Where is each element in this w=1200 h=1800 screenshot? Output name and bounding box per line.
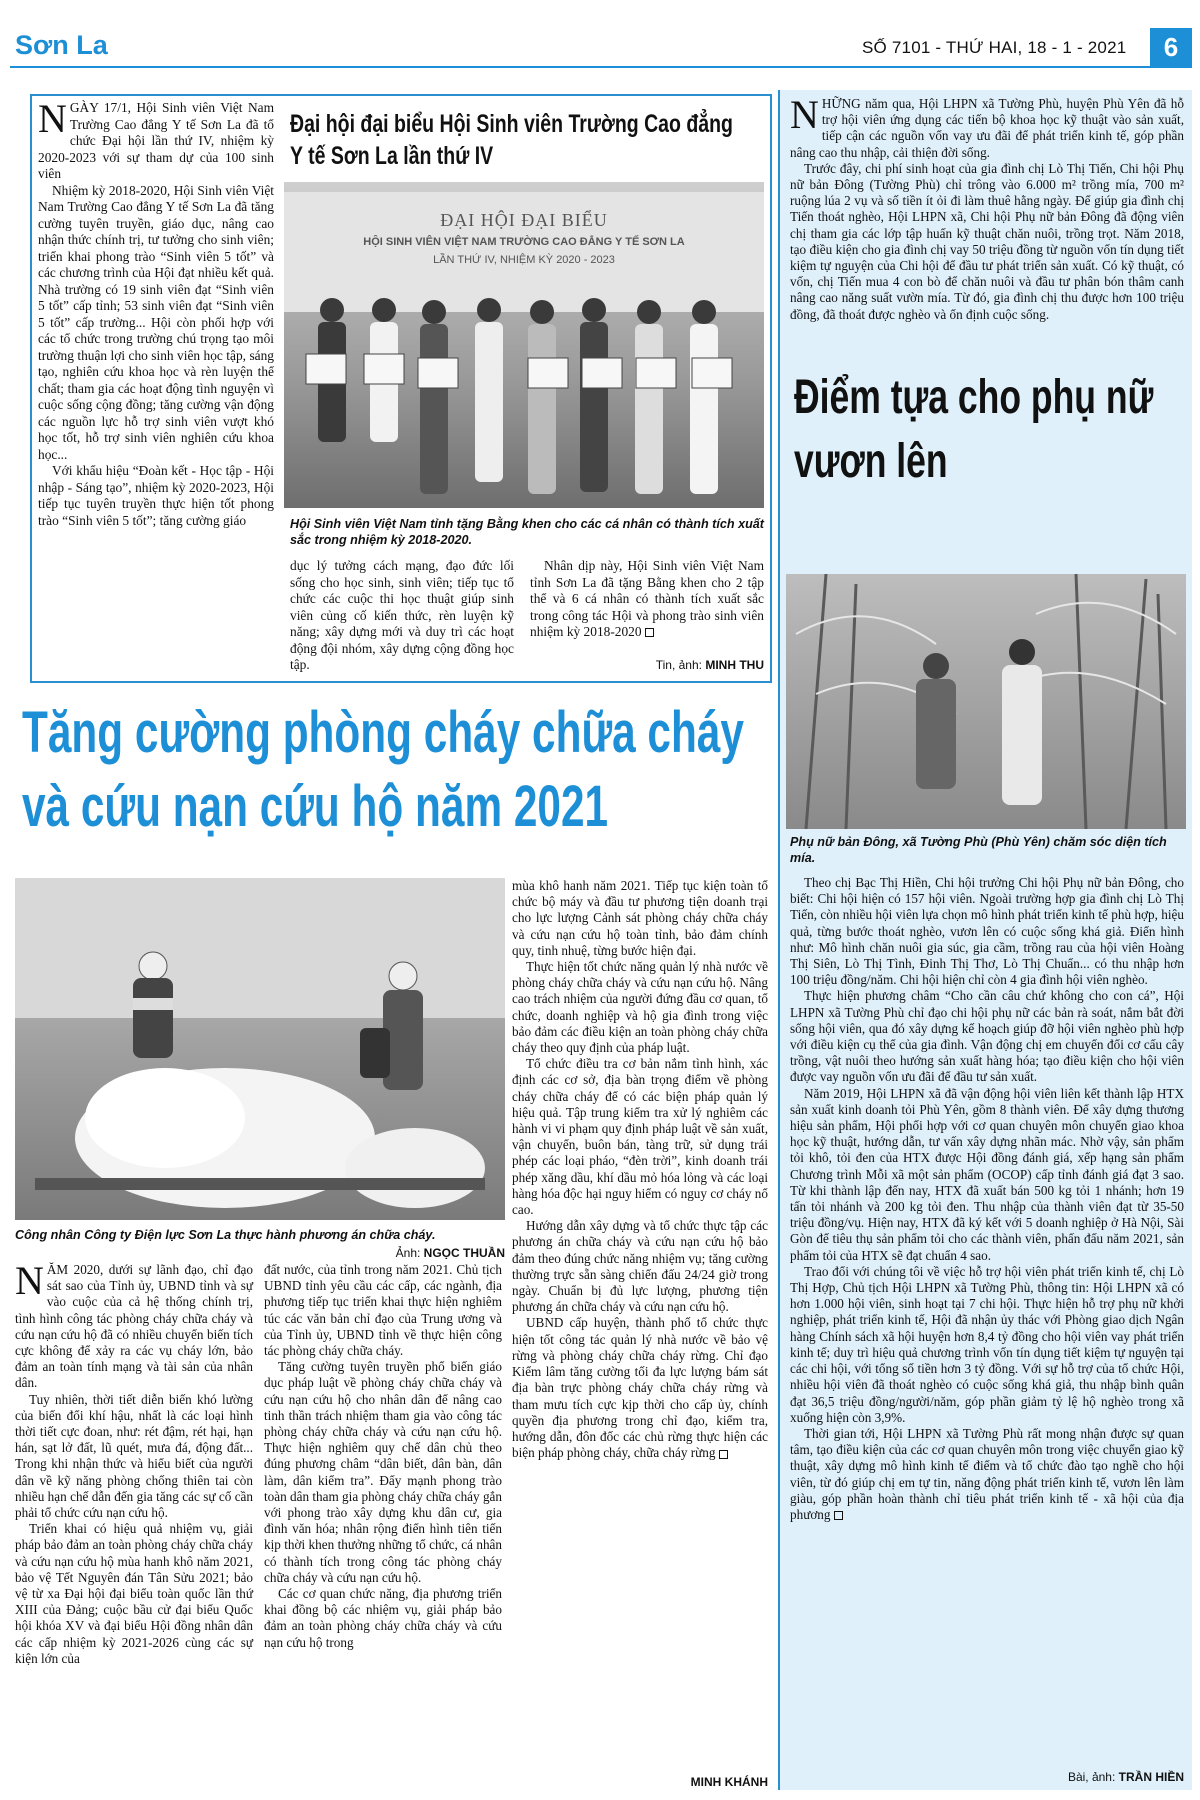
paragraph: Tuy nhiên, thời tiết diễn biến khó lường của biến đổi khí hậu, nhất là các loại hình thời tiết cực đoan, như: rét đậm, rét hại, hạn hán, sạt lở đất, lũ quét, mưa đá, động đất... Trong khi nhận thức và hiểu biết của người dân về kỹ năng phòng chống thiên tai còn nhiều hạn chế dẫn đến gia tăng các sự cố cần phải tổ chức cứu nạn cứu hộ. xyxy=(15,1391,253,1521)
paragraph xyxy=(512,1315,768,1461)
credit-name: TRẦN HIỀN xyxy=(1118,1770,1184,1784)
paragraph: đất nước, của tỉnh trong năm 2021. Chủ tịch UBND tỉnh yêu cầu các cấp, các ngành, địa phương tiếp tục triển khai thực hiện nghiêm túc các văn bản chỉ đạo của Trung ương và của Tỉnh ủy, UBND tỉnh về thực hiện công tác phòng cháy chữa cháy. xyxy=(264,1262,502,1359)
dropcap: N xyxy=(38,96,67,141)
headline-line-2: Y tế Sơn La lần thứ IV xyxy=(290,142,494,170)
credit-prefix: Tin, ảnh: xyxy=(655,658,702,672)
paragraph: Với khẩu hiệu “Đoàn kết - Học tập - Hội nhập - Sáng tạo”, nhiệm kỳ 2020-2023, Hội tiếp tục tuyên truyền thực hiện tốt phong trào “Sinh viên 5 tốt”; tăng cường giáo xyxy=(38,463,274,528)
banner-term: LẦN THỨ IV, NHIỆM KỲ 2020 - 2023 xyxy=(433,254,615,266)
article2-credit xyxy=(512,1775,768,1789)
sugarcane-photo xyxy=(786,574,1186,829)
photo-caption: Phụ nữ bản Đông, xã Tường Phù (Phù Yên) chăm sóc diện tích mía. xyxy=(790,835,1167,865)
paragraph: Tổ chức điều tra cơ bản nắm tình hình, xác định các cơ sở, địa bàn trọng điểm về phòng cháy chữa cháy để có các biện pháp quản lý hiệu quả. Tập trung kiểm tra xử lý nghiêm các hành vi vi phạm quy định pháp luật về sản xuất, vận chuyển, buôn bán, tàng trữ, sử dụng trái phép các loại pháo, “đèn trời”, kinh doanh trái phép xăng dầu, khí dầu mỏ hóa lỏng và các loại hàng hóa độc hại nguy hiểm có nguy cơ cháy nổ cao. xyxy=(512,1056,768,1218)
firefighting-photo xyxy=(15,878,505,1220)
page-number: 6 xyxy=(1150,28,1192,66)
article2-right-column xyxy=(512,878,768,1461)
headline-line-2: vươn lên xyxy=(794,435,948,488)
credit-prefix: Bài, ảnh: xyxy=(1067,1770,1116,1784)
article1-column-2 xyxy=(290,558,514,674)
section-name: Sơn La xyxy=(15,30,108,60)
paragraph: Thực hiện tốt chức năng quản lý nhà nước về phòng cháy chữa cháy và cứu nạn cứu hộ. Nâng cao trách nhiệm của người đứng đầu cơ quan, tổ chức, doanh nghiệp và hộ gia đình trong việc bảo đảm các điều kiện an toàn phòng cháy chữa cháy theo quy định của pháp luật. xyxy=(512,959,768,1056)
article3-intro xyxy=(790,92,1184,323)
article1-headline xyxy=(290,108,768,172)
paragraph: Trước đây, chi phí sinh hoạt của gia đình chị Lò Thị Tiến, Chi hội Phụ nữ bản Đông (Tường Phù) chỉ trông vào 6.000 m² trồng mía, 700 m² ruộng lúa 2 vụ và số tiền ít ỏi đi làm thuê hằng ngày. Để giúp gia đình chị Tiến thoát nghèo, Hội LHPN xã, Chi hội Phụ nữ bản Đông đã động viên chị tham gia các lớp tập huấn kỹ thuật chăn nuôi, trồng trọt. Năm 2018, tạo điều kiện cho gia đình chị vay 50 triệu đồng từ nguồn vốn tín dụng tiết kiệm tự nguyện của Chi hội để đầu tư phát triển sản xuất. Có kỹ thuật, có vốn, chị Tiến mua 4 con bò để chăn nuôi và đầu tư phân bón thâm canh nâng cao năng suất vườn mía. Từ đó, gia đình chị thu được hơn 100 triệu đồng, đã thoát được nghèo và ổn định cuộc sống. xyxy=(790,160,1184,322)
end-mark-icon xyxy=(719,1450,728,1459)
paragraph-text: Nhân dịp này, Hội Sinh viên Việt Nam tỉnh Sơn La đã tặng Bằng khen cho 2 tập thể và 6 cá nhân có thành tích xuất sắc trong công tác Hội và phong trào sinh viên nhiệm kỳ 2018-2020 xyxy=(530,558,764,639)
photo-caption: Công nhân Công ty Điện lực Sơn La thực hành phương án chữa cháy. xyxy=(15,1228,436,1242)
paragraph xyxy=(530,558,764,641)
headline-line-1: Đại hội đại biểu Hội Sinh viên Trường Cao đẳng xyxy=(290,110,733,138)
article3-credit xyxy=(790,1770,1184,1784)
header-rule xyxy=(10,66,1192,68)
article1-column-3 xyxy=(530,558,764,641)
banner-subtitle: HỘI SINH VIÊN VIỆT NAM TRƯỜNG CAO ĐẲNG Y TẾ SƠN LA xyxy=(363,236,685,248)
article3-headline xyxy=(794,366,1188,494)
dropcap: N xyxy=(15,1258,44,1303)
paragraph: Hướng dẫn xây dựng và tổ chức thực tập các phương án chữa cháy và cứu nạn cứu hộ bảo đảm theo đúng chức năng nhiệm vụ; tăng cường thường trực sẵn sàng chiến đấu 24/24 giờ trong ngày. Chuẩn bị đủ lực lượng, phương tiện phương án chữa cháy và cứu nạn cứu hộ. xyxy=(512,1218,768,1315)
end-mark-icon xyxy=(834,1511,843,1520)
headline-line-1: Điểm tựa cho phụ nữ xyxy=(794,371,1154,424)
paragraph-text: UBND cấp huyện, thành phố tổ chức thực hiện tốt công tác quản lý nhà nước về bảo vệ rừng và phòng cháy chữa cháy rừng. Chỉ đạo Kiểm lâm tăng cường tối đa lực lượng bám sát địa bàn trực phòng cháy chữa cháy rừng và tham mưu tích cực kịp thời cho cấp ủy, chính quyền địa phương trong chỉ đạo, kiểm tra, hướng dẫn, đôn đốc các chủ rừng thực hiện các biện pháp phòng cháy, chữa cháy rừng xyxy=(512,1315,768,1461)
article1-credit xyxy=(530,658,764,672)
paragraph-text: Thời gian tới, Hội LHPN xã Tường Phù rất mong nhận được sự quan tâm, tạo điều kiện của các cơ quan chuyên môn trong việc chuyển giao kỹ thuật, xây dựng mô hình kinh tế điểm và tổ chức đào tạo nghề cho hội viên, từ đó giúp chị em tự tin, năng động phát triển kinh tế, vươn lên làm giàu, góp phần hoàn thành chỉ tiêu phát triển kinh tế - xã hội của địa phương xyxy=(790,1425,1184,1522)
article-hoi-sinh-vien xyxy=(30,94,772,683)
paragraph xyxy=(790,1426,1184,1523)
article2-column-1 xyxy=(15,1258,253,1667)
credit-name: MINH KHÁNH xyxy=(690,1775,768,1789)
award-ceremony-photo xyxy=(284,182,764,508)
photo-credit xyxy=(15,1246,505,1260)
banner-title: ĐẠI HỘI ĐẠI BIỂU xyxy=(440,210,608,230)
paragraph: dục lý tưởng cách mạng, đạo đức lối sống cho học sinh, sinh viên; tiếp tục tổ chức các cuộc thi học thuật giúp sinh viên củng cố kiến thức, rèn luyện kỹ năng; xây dựng mới và duy trì các hoạt động đội nhóm, xây dựng cộng đồng học tập. xyxy=(290,558,514,672)
paragraph: Theo chị Bạc Thị Hiền, Chi hội trưởng Chi hội Phụ nữ bản Đông, cho biết: Chi hội hiện có 157 hội viên. Ngoài trường hợp gia đình chị Lò Thị Tiến, còn nhiều hội viên lựa chọn mô hình phát triển kinh tế phù hợp, hiệu quả, từng bước thoát nghèo, vươn lên có cuộc sống khá giả. Điển hình như: Mô hình chăn nuôi gia súc, gia cầm, trồng rau của hội viên Hoàng Thị Siên, Lò Thị Tình, Đinh Thị Thơ, Lò Thị Chuẩn... có thu nhập hơn 100 triệu đồng/năm. Chi hội hiện chỉ còn 4 gia đình hội viên nghèo. xyxy=(790,875,1184,988)
sugarcane-illustration xyxy=(786,574,1186,829)
firefighting-illustration xyxy=(15,878,505,1220)
paragraph: Thực hiện phương châm “Cho cần câu chứ không cho con cá”, Hội LHPN xã Tường Phù chỉ đạo chi hội phụ nữ các bản rà soát, nắm bắt đời sống hội viên, qua đó xây dựng kế hoạch giúp đỡ hội viên nghèo phù hợp với điều kiện cụ thể của gia đình. Vận động chị em chuyển đổi cơ cấu cây trồng, vật nuôi theo hướng sản xuất hàng hóa; tạo điều kiện cho hội viên được vay nguồn vốn ưu đãi để đầu tư sản xuất. xyxy=(790,988,1184,1085)
article-diem-tua-phu-nu xyxy=(778,90,1192,1790)
article2-headline xyxy=(22,696,772,856)
headline-line-1: Tăng cường phòng cháy chữa cháy xyxy=(22,700,744,765)
credit-name: MINH THU xyxy=(705,658,764,672)
paragraph: Năm 2019, Hội LHPN xã đã vận động hội viên liên kết thành lập HTX sản xuất kinh doanh tỏi Phù Yên, gồm 8 thành viên. Để xây dựng thương hiệu sản phẩm, Hội phối hợp với cơ quan chuyên môn chuyển giao khoa học kỹ thuật, hướng dẫn, tư vấn xây dựng nhãn mác. Nhờ vậy, sản phẩm tỏi khô, tỏi đen của HTX được Hội đồng đánh giá, xếp hạng sản phẩm Chương trình Mỗi xã một sản phẩm (OCOP) cấp tỉnh đánh giá đạt 3 sao. Từ khi thành lập đến nay, HTX đã xuất bán 500 kg tỏi 1 nhánh; hơn 19 tấn tỏi nhánh và 200 kg tỏi đen. Thu nhập của thành viên đạt từ 35-50 triệu đồng/vụ. Hiện nay, HTX đã ký kết với 5 doanh nghiệp ở Hà Nội, Sài Gòn để tiêu thụ sản phẩm tỏi cho các thành viên, phấn đấu năm 2021, sản phẩm tỏi của HTX sẽ đạt chuẩn 4 sao. xyxy=(790,1085,1184,1263)
article2-column-2 xyxy=(264,1262,502,1651)
photo-caption: Hội Sinh viên Việt Nam tỉnh tặng Bằng khen cho các cá nhân có thành tích xuất sắc trong nhiệm kỳ 2018-2020. xyxy=(290,517,764,547)
paragraph: mùa khô hanh năm 2021. Tiếp tục kiện toàn tổ chức bộ máy và đầu tư phương tiện doanh trại cho lực lượng Cảnh sát phòng cháy chữa cháy và cứu nạn cứu hộ toàn tỉnh, bảo đảm chính quy, tinh nhuệ, từng bước hiện đại. xyxy=(512,878,768,958)
paragraph: Triển khai có hiệu quả nhiệm vụ, giải pháp bảo đảm an toàn phòng cháy chữa cháy và cứu nạn cứu hộ mùa hanh khô năm 2021, bảo vệ Tết Nguyên đán Tân Sửu 2021; bảo vệ từ xa Đại hội đại biểu toàn quốc lần thứ XIII của Đảng; cuộc bầu cử đại biểu Quốc hội khóa XV và đại biểu Hội đồng nhân dân các cấp nhiệm kỳ 2021-2026 cùng các sự kiện lớn của xyxy=(15,1521,253,1666)
paragraph: Tăng cường tuyên truyền phổ biến giáo dục pháp luật về phòng cháy chữa cháy và cứu nạn cứu hộ cho nhân dân để nâng cao tinh thần trách nhiệm tham gia vào công tác phòng cháy chữa cháy và cứu nạn cứu hộ. Thực hiện nghiêm quy chế dân chủ theo đúng phương châm “dân biết, dân bàn, dân làm, dân kiểm tra”. Đẩy mạnh phong trào toàn dân tham gia phòng cháy chữa cháy gắn với phong trào xây dựng khu dân cư, gia đình văn hóa; nhân rộng điển hình tiên tiến kịp thời khen thưởng những tổ chức, cá nhân có thành tích trong công tác phòng cháy chữa cháy và cứu nạn cứu hộ. xyxy=(264,1359,502,1585)
credit-prefix: Ảnh: xyxy=(395,1246,421,1260)
end-mark-icon xyxy=(645,628,654,637)
people-illustration xyxy=(284,182,764,508)
page-header xyxy=(0,0,1200,68)
credit-name: NGỌC THUẦN xyxy=(423,1246,505,1260)
article3-body xyxy=(790,875,1184,1523)
headline-line-2: và cứu nạn cứu hộ năm 2021 xyxy=(22,774,609,839)
paragraph: Trao đổi với chúng tôi về việc hỗ trợ hội viên phát triển kinh tế, chị Lò Thị Hợp, Chủ tịch Hội LHPN xã Tường Phù, thông tin: Hội LHPN xã có hơn 1.000 hội viên, sinh hoạt tại 7 chi hội. Thực hiện hỗ trợ phụ nữ khởi nghiệp, phát triển kinh tế, Hội đã nhận ủy thác với Phòng giao dịch Ngân hàng Chính sách xã hội huyện hơn 8,4 tỷ đồng cho hội viên vay phát triển kinh tế; duy trì hiệu quả chương trình vốn tín dụng tiết kiệm tự nguyện tại các chi hội, với tổng số tiền hơn 3 tỷ đồng. Với sự hỗ trợ của tổ chức Hội, nhiều hội viên đã thoát nghèo có cuộc sống khá giả, thu nhập bình quân đạt 36,5 triệu đồng/người/năm, góp phần giảm tỷ lệ hộ nghèo trong xã xuống hiện còn 3,9%. xyxy=(790,1263,1184,1425)
dropcap: N xyxy=(790,92,819,137)
lead-text: GÀY 17/1, Hội Sinh viên Việt Nam Trường Cao đẳng Y tế Sơn La đã tổ chức Đại hội lần thứ IV, nhiệm kỳ 2020-2023 với sự tham dự của 100 sinh viên xyxy=(38,100,274,181)
issue-info: SỐ 7101 - THỨ HAI, 18 - 1 - 2021 xyxy=(862,38,1127,57)
paragraph: Các cơ quan chức năng, địa phương triển khai đồng bộ các nhiệm vụ, giải pháp bảo đảm an toàn phòng cháy chữa cháy và cứu nạn cứu hộ trong xyxy=(264,1586,502,1650)
lead-text: HỮNG năm qua, Hội LHPN xã Tường Phù, huyện Phù Yên đã hỗ trợ hội viên ứng dụng các tiến bộ khoa học kỹ thuật vào sản xuất, tiếp cận các nguồn vốn vay ưu đãi để phát triển kinh tế, góp phần nâng cao thu nhập, cải thiện đời sống. xyxy=(790,96,1184,160)
article1-column-1 xyxy=(38,96,274,529)
paragraph: Nhiệm kỳ 2018-2020, Hội Sinh viên Việt Nam Trường Cao đẳng Y tế Sơn La đã tăng cường tuyên truyền, giáo dục, nâng cao nhận thức chính trị, tư tưởng cho sinh viên; triển khai phong trào “Sinh viên 5 tốt” và các chương trình của Hội đạt nhiều kết quả. Nhà trường có 19 sinh viên đạt “Sinh viên 5 tốt” cấp tỉnh; 53 sinh viên đạt “Sinh viên 5 tốt” cấp trường... Hội còn phối hợp với các tổ chức trong trường chú trọng tạo môi trường thuận lợi cho sinh viên học tập, sáng tạo, nghiên cứu khoa học và rèn luyện thể chất; tham gia các hoạt động tình nguyện vì cuộc sống cộng đồng; tăng cường vận động các nguồn lực hỗ trợ sinh viên vượt khó học tốt, hỗ trợ sinh viên nghiên cứu khoa học... xyxy=(38,182,274,462)
lead-text: ĂM 2020, dưới sự lãnh đạo, chỉ đạo sát sao của Tỉnh ủy, UBND tỉnh và sự vào cuộc của cả hệ thống chính trị, tình hình công tác phòng cháy chữa cháy và cứu nạn cứu hộ đã có nhiều chuyển biến tích cực không để xảy ra các vụ cháy lớn, bảo đảm an toàn tính mạng và tài sản của nhân dân. xyxy=(15,1262,253,1391)
